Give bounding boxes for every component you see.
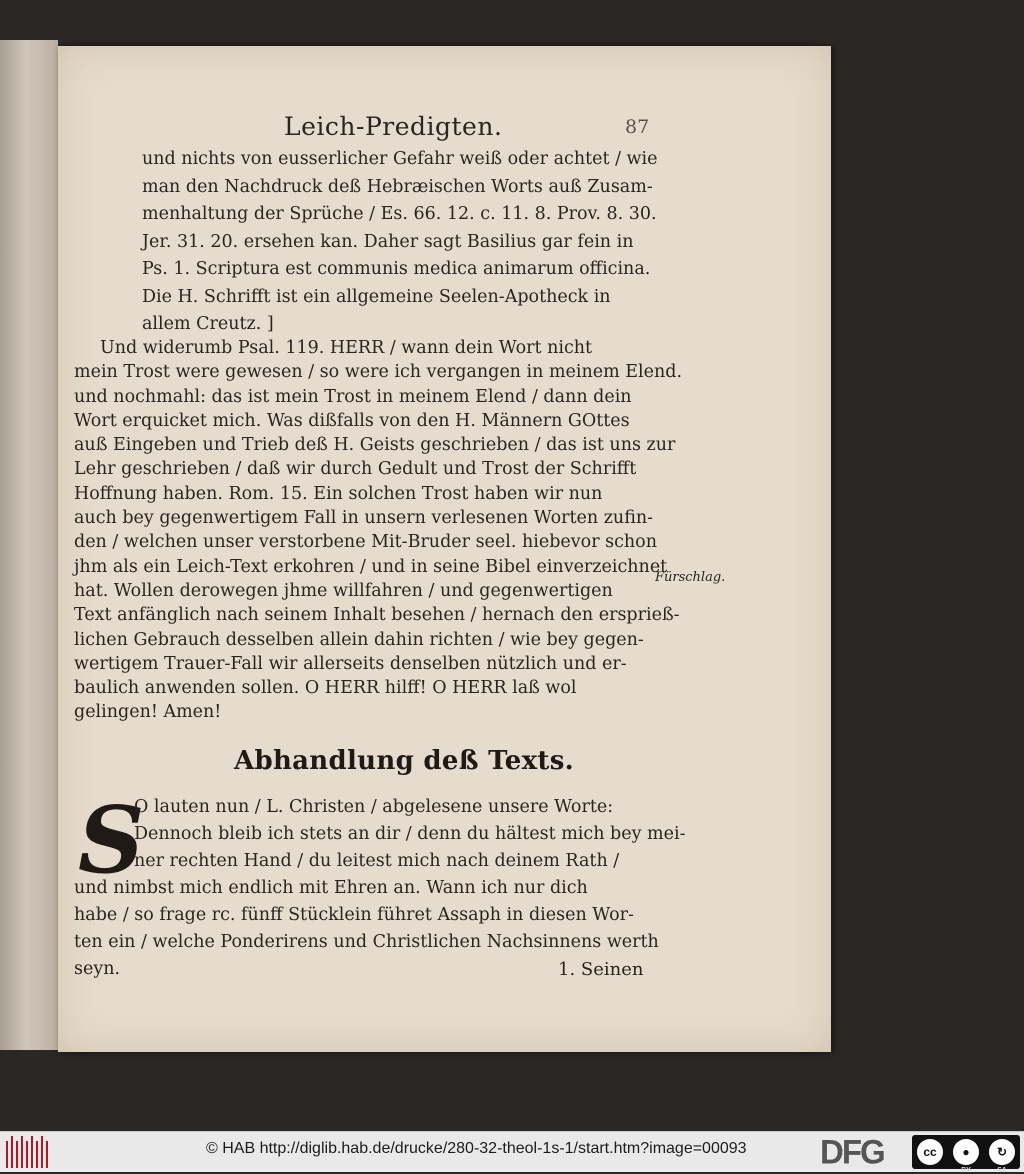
text-line: allem Creutz. ] — [142, 314, 274, 334]
text-line: Ps. 1. Scriptura est communis medica animarum officina. — [142, 259, 651, 279]
text-line: man den Nachdruck deß Hebræischen Worts auß Zusam- — [142, 176, 653, 197]
text-line: und nimbst mich endlich mit Ehren an. Wann ich nur dich — [74, 878, 588, 898]
text-line: mein Trost were gewesen / so were ich vergangen in meinem Elend. — [74, 362, 683, 383]
text-block-quotation — [142, 146, 657, 339]
text-line: Die H. Schrifft ist ein allgemeine Seelen-Apotheck in — [142, 286, 611, 307]
text-line: Dennoch bleib ich stets an dir / denn du hältest mich bey mei- — [134, 824, 686, 844]
text-line: jhm als ein Leich-Text erkohren / und in seine Bibel einverzeichnet — [74, 556, 668, 577]
text-line: O lauten nun / L. Christen / abgelesene unsere Worte: — [134, 797, 614, 817]
source-credit-link[interactable]: © HAB http://diglib.hab.de/drucke/280-32-theol-1s-1/start.htm?image=00093 — [206, 1140, 747, 1157]
text-line: gelingen! Amen! — [74, 702, 222, 723]
running-head: Leich-Predigten. — [284, 112, 503, 141]
text-block-main — [74, 336, 682, 725]
text-block-section — [74, 794, 686, 983]
dfg-logo[interactable]: DFG — [820, 1132, 884, 1171]
cc-license-badge[interactable] — [912, 1135, 1020, 1174]
text-line: seyn. — [74, 959, 121, 979]
text-line: Hoffnung haben. Rom. 15. Ein solchen Trost haben wir nun — [74, 483, 603, 504]
text-line: ten ein / welche Ponderirens und Christlichen Nachsinnens werth — [74, 932, 659, 952]
text-line: Und widerumb Psal. 119. HERR / wann dein Wort nicht — [100, 338, 593, 358]
text-line: hat. Wollen derowegen jhme willfahren / und gegenwertigen — [74, 580, 613, 601]
facing-page-edge — [0, 40, 58, 1050]
text-line: und nochmahl: das ist mein Trost in meinem Elend / dann dein — [74, 386, 632, 407]
sa-share-alike-icon: ↻ SA — [989, 1139, 1015, 1165]
text-line: Lehr geschrieben / daß wir durch Gedult und Trost der Schrifft — [74, 459, 637, 480]
text-line: auß Eingeben und Trieb deß H. Geists geschrieben / das ist uns zur — [74, 435, 676, 456]
text-line: und nichts von eusserlicher Gefahr weiß oder achtet / wie — [142, 149, 658, 169]
section-heading: Abhandlung deß Texts. — [234, 746, 575, 776]
page-header — [58, 112, 831, 146]
margin-note: Fürschlag. — [655, 570, 726, 585]
decorated-initial: S — [78, 786, 145, 894]
text-line: baulich anwenden sollen. O HERR hilff! O HERR laß wol — [74, 678, 577, 699]
text-line: den / welchen unser verstorbene Mit-Bruder seel. hiebevor schon — [74, 532, 657, 553]
text-line: habe / so frage rc. fünff Stücklein führet Assaph in diesen Wor- — [74, 905, 634, 925]
text-line: wertigem Trauer-Fall wir allerseits denselben nützlich und er- — [74, 653, 627, 674]
catchword: 1. Seinen — [558, 959, 644, 980]
text-line: ner rechten Hand / du leitest mich nach deinem Rath / — [134, 851, 620, 871]
text-line: Wort erquicket mich. Was dißfalls von den H. Männern GOttes — [74, 410, 630, 431]
cc-icon: cc — [917, 1139, 943, 1165]
document-page — [58, 46, 831, 1052]
viewer-footer — [0, 1131, 1024, 1172]
text-line: auch bey gegenwertigem Fall in unsern verlesenen Worten zufin- — [74, 508, 654, 529]
hab-logo-icon[interactable] — [4, 1136, 50, 1168]
facing-page-bleed — [4, 330, 56, 354]
text-line: menhaltung der Sprüche / Es. 66. 12. c. 11. 8. Prov. 8. 30. — [142, 204, 657, 224]
text-line: lichen Gebrauch desselben allein dahin richten / wie bey gegen- — [74, 629, 644, 650]
by-attribution-icon: ● BY — [953, 1139, 979, 1165]
text-line: Jer. 31. 20. ersehen kan. Daher sagt Basilius gar fein in — [142, 231, 634, 252]
text-line: Text anfänglich nach seinem Inhalt besehen / hernach den ersprieß- — [74, 605, 680, 626]
page-number: 87 — [625, 116, 650, 138]
